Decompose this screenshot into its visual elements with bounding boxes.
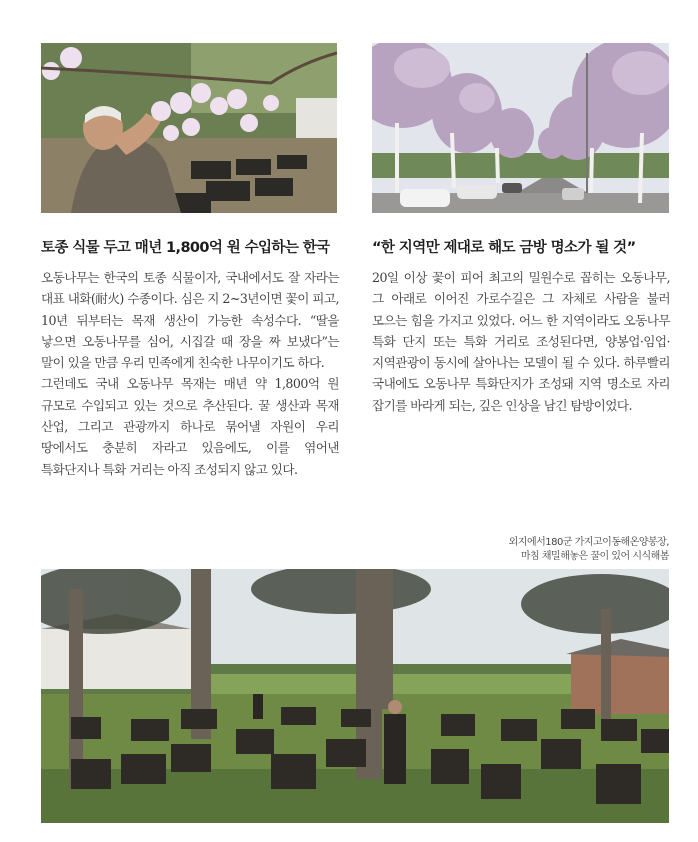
article-section-right: [372, 238, 670, 416]
caption-line-2: 마침 채밀해놓은 꿀이 있어 시식해봄: [520, 551, 669, 562]
paragraph-landmark-proposal: 20일 이상 꽃이 피어 최고의 밀원수로 꼽히는 오동나무, 그 아래로 이어진 가로수길은 그 자체로 사람을 불러 모으는 힘을 가지고 있었다. 어느 한 지역이라도 오동나무 특화 단지 또는 특화 거리로 조성된다면, 양봉업·임업·지역관광이 동시에 살아나는 모델이 될 수 있다. 하루빨리 국내에도 오동나무 특화단지가 조성돼 지역 명소로 자리 잡기를 바라게 되는, 깊은 인상을 남긴 탐방이었다.: [372, 270, 670, 413]
photo-caption: [509, 536, 669, 564]
paragraph-paulownia-native: 오동나무는 한국의 토종 식물이자, 국내에서도 잘 자라는 대표 내화(耐火) 수종이다. 심은 지 2~3년이면 꽃이 피고, 10년 뒤부터는 목재 생산이 가능한 속성수다. “딸을 낳으면 오동나무를 심어, 시집갈 때 장을 짜 보냈다”는 말이 있을 만큼 우리 민족에게 친숙한 나무이기도 하다.: [41, 270, 339, 371]
paragraph-import-cost: 그런데도 국내 오동나무 목재는 매년 약 1,800억 원 규모로 수입되고 있는 것으로 추산된다. 꿀 생산과 목재 산업, 그리고 관광까지 하나로 묶어낼 자원이 우리 땅에서도 충분히 자라고 있음에도, 이를 엮어낸 특화단지나 특화 거리는 아직 조성되지 않고 있다.: [41, 376, 339, 477]
caption-line-1: 외지에서180군 가지고이동해온양봉장,: [508, 537, 669, 548]
article-section-left: [41, 238, 339, 480]
section-heading-import: 토종 식물 두고 매년 1,800억 원 수입하는 한국: [41, 240, 330, 256]
section-heading-landmark: “한 지역만 제대로 해도 금방 명소가 될 것”: [372, 240, 636, 256]
photo-apiary: [41, 569, 669, 823]
photo-beekeeper-blossoms: [41, 43, 337, 213]
photo-paulownia-avenue: [372, 43, 669, 213]
